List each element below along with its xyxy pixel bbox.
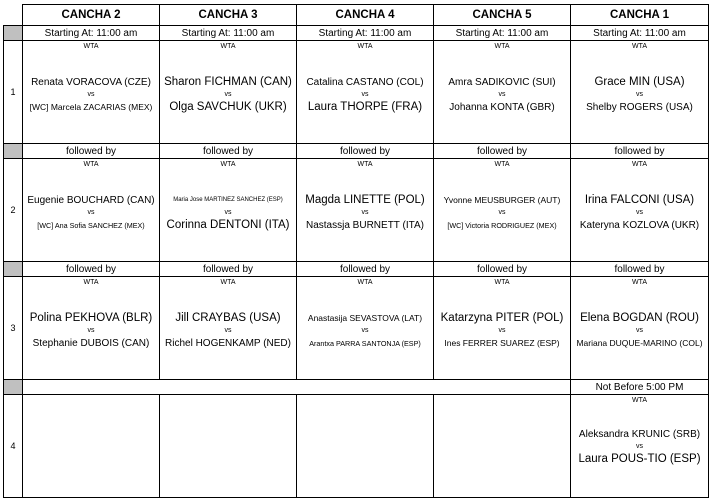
row-number: 1	[4, 41, 23, 144]
match-cell	[434, 41, 571, 144]
player-2: Kateryna KOZLOVA (UKR)	[579, 220, 700, 231]
empty-cell	[23, 395, 160, 498]
player-2: Corinna DENTONI (ITA)	[166, 219, 290, 231]
followed-by-label: followed by	[571, 262, 709, 277]
schedule-table	[3, 4, 709, 498]
followed-by-label: followed by	[23, 262, 160, 277]
player-2: [WC] Victoria RODRIGUEZ (MEX)	[447, 221, 557, 230]
tour-label: WTA	[494, 279, 510, 286]
vs-label: vs	[498, 91, 506, 98]
match-row-1	[4, 41, 709, 144]
followed-by-label: followed by	[434, 262, 571, 277]
vs-label: vs	[361, 91, 369, 98]
vs-label: vs	[361, 327, 369, 334]
match-cell	[160, 159, 297, 262]
match-cell	[571, 159, 709, 262]
row-marker	[4, 262, 23, 277]
player-2: [WC] Ana Sofia SANCHEZ (MEX)	[37, 221, 145, 230]
followed-by-row	[4, 144, 709, 159]
player-1: Jill CRAYBAS (USA)	[175, 312, 281, 324]
player-2: Laura THORPE (FRA)	[307, 101, 423, 113]
court-header: CANCHA 4	[297, 5, 434, 26]
player-1: Renata VORACOVA (CZE)	[31, 77, 151, 88]
court-header: CANCHA 1	[571, 5, 709, 26]
tour-label: WTA	[220, 279, 236, 286]
court-header: CANCHA 5	[434, 5, 571, 26]
match-cell	[297, 41, 434, 144]
empty-cell	[297, 395, 434, 498]
start-time: Starting At: 11:00 am	[571, 26, 709, 41]
vs-label: vs	[636, 443, 643, 450]
vs-label: vs	[498, 209, 506, 216]
followed-by-label: followed by	[160, 144, 297, 159]
vs-label: vs	[361, 209, 369, 216]
player-2: [WC] Marcela ZACARIAS (MEX)	[29, 102, 153, 112]
row-marker	[4, 144, 23, 159]
row-number: 3	[4, 277, 23, 380]
player-1: Catalina CASTANO (COL)	[306, 77, 424, 88]
match-cell	[571, 41, 709, 144]
vs-label: vs	[224, 209, 232, 216]
row-number: 2	[4, 159, 23, 262]
tour-label: WTA	[631, 397, 648, 404]
player-1: Amra SADIKOVIC (SUI)	[448, 77, 556, 88]
match-cell	[160, 277, 297, 380]
player-1: Katarzyna PITER (POL)	[440, 312, 564, 324]
match-cell	[23, 159, 160, 262]
player-1: Elena BOGDAN (ROU)	[580, 312, 699, 324]
player-1: Anastasija SEVASTOVA (LAT)	[307, 313, 423, 323]
player-1: Yvonne MEUSBURGER (AUT)	[443, 195, 561, 205]
vs-label: vs	[224, 91, 232, 98]
player-2: Shelby ROGERS (USA)	[586, 102, 693, 113]
tour-label: WTA	[631, 161, 648, 168]
vs-label: vs	[87, 91, 95, 98]
start-time: Starting At: 11:00 am	[160, 26, 297, 41]
player-2: Ines FERRER SUAREZ (ESP)	[444, 338, 560, 348]
vs-label: vs	[224, 327, 232, 334]
match-cell	[571, 277, 709, 380]
empty-subheader	[23, 380, 571, 395]
player-1: Aleksandra KRUNIC (SRB)	[578, 429, 701, 440]
match-cell	[297, 159, 434, 262]
player-1: Sharon FICHMAN (CAN)	[164, 76, 292, 88]
row-marker	[4, 380, 23, 395]
match-cell	[434, 159, 571, 262]
player-1: Magda LINETTE (POL)	[305, 194, 425, 206]
followed-by-label: followed by	[160, 262, 297, 277]
player-2: Johanna KONTA (GBR)	[449, 102, 555, 113]
player-1: Grace MIN (USA)	[594, 76, 685, 88]
player-2: Laura POUS-TIO (ESP)	[578, 453, 701, 465]
tour-label: WTA	[220, 43, 236, 50]
match-cell	[297, 277, 434, 380]
followed-by-label: followed by	[23, 144, 160, 159]
player-2: Arantxa PARRA SANTONJA (ESP)	[309, 339, 421, 348]
player-2: Nastassja BURNETT (ITA)	[306, 220, 424, 231]
row-number: 4	[4, 395, 23, 498]
player-1: Eugenie BOUCHARD (CAN)	[27, 195, 155, 206]
vs-label: vs	[635, 327, 643, 334]
vs-label: vs	[87, 209, 95, 216]
tour-label: WTA	[220, 161, 236, 168]
tour-label: WTA	[631, 43, 648, 50]
vs-label: vs	[498, 327, 506, 334]
player-2: Richel HOGENKAMP (NED)	[165, 338, 291, 349]
match-row-3	[4, 277, 709, 380]
tour-label: WTA	[357, 43, 373, 50]
court-header-row	[4, 5, 709, 26]
player-2: Mariana DUQUE-MARINO (COL)	[576, 338, 703, 348]
player-1: Maria Jose MARTINEZ SANCHEZ (ESP)	[173, 197, 283, 203]
empty-cell	[160, 395, 297, 498]
followed-by-label: followed by	[571, 144, 709, 159]
match-cell	[434, 277, 571, 380]
vs-label: vs	[635, 209, 643, 216]
match-cell	[23, 277, 160, 380]
tour-label: WTA	[83, 161, 99, 168]
match-cell	[23, 41, 160, 144]
tour-label: WTA	[631, 279, 648, 286]
start-time: Starting At: 11:00 am	[297, 26, 434, 41]
player-2: Olga SAVCHUK (UKR)	[169, 101, 287, 113]
start-time-row	[4, 26, 709, 41]
vs-label: vs	[87, 327, 95, 334]
tour-label: WTA	[83, 279, 99, 286]
court-header: CANCHA 3	[160, 5, 297, 26]
player-1: Polina PEKHOVA (BLR)	[29, 312, 153, 324]
tour-label: WTA	[83, 43, 99, 50]
empty-cell	[434, 395, 571, 498]
followed-by-row	[4, 262, 709, 277]
court-header: CANCHA 2	[23, 5, 160, 26]
player-2: Stephanie DUBOIS (CAN)	[32, 338, 150, 349]
start-time: Starting At: 11:00 am	[23, 26, 160, 41]
tour-label: WTA	[357, 161, 373, 168]
followed-by-label: followed by	[297, 144, 434, 159]
player-1: Irina FALCONI (USA)	[584, 194, 695, 206]
match-row-2	[4, 159, 709, 262]
followed-by-label: followed by	[434, 144, 571, 159]
followed-by-label: followed by	[297, 262, 434, 277]
match-row-4	[4, 395, 709, 498]
match-cell	[571, 395, 709, 498]
tour-label: WTA	[494, 43, 510, 50]
row-marker	[4, 26, 23, 41]
start-time: Starting At: 11:00 am	[434, 26, 571, 41]
row-4-subheader	[4, 380, 709, 395]
tour-label: WTA	[494, 161, 510, 168]
vs-label: vs	[635, 91, 643, 98]
corner-cell	[4, 5, 23, 26]
not-before-note: Not Before 5:00 PM	[571, 380, 709, 395]
match-cell	[160, 41, 297, 144]
tour-label: WTA	[357, 279, 373, 286]
